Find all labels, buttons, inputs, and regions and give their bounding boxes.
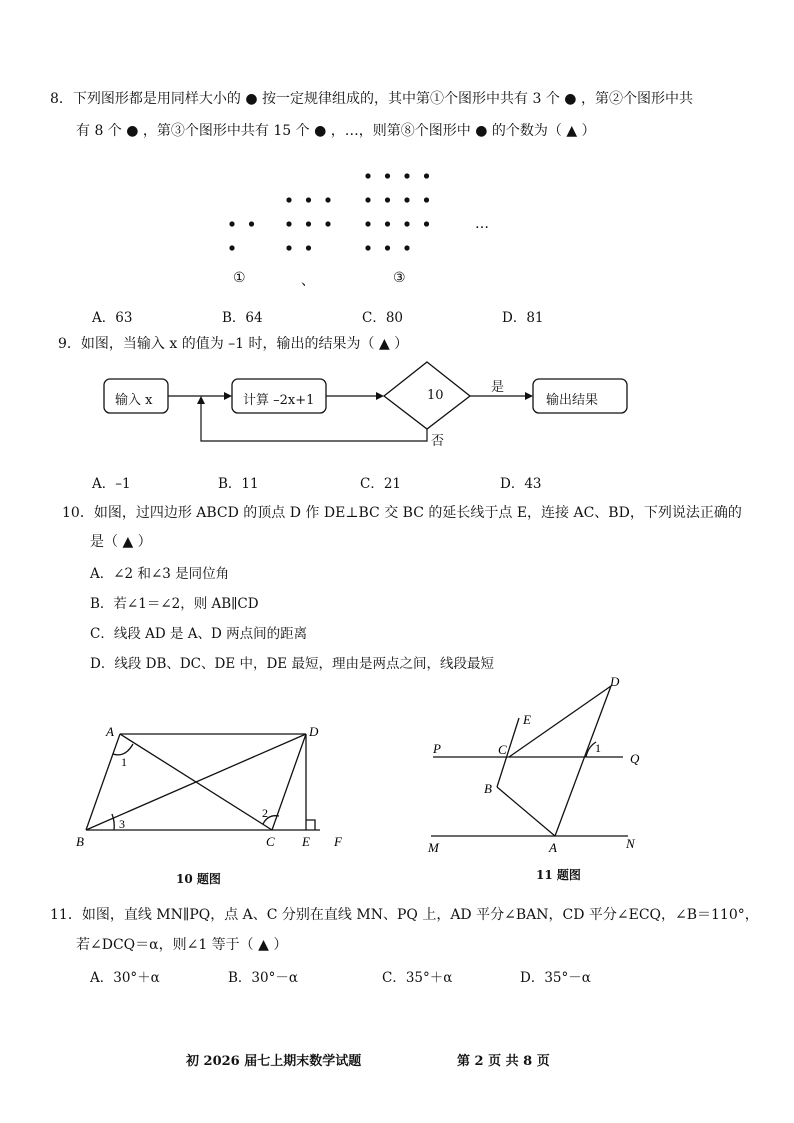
q11-point-a: A: [549, 840, 557, 855]
q11-point-c: C: [498, 742, 507, 757]
q10-angle-2: 2: [262, 806, 268, 820]
q9-stem: 9．如图，当输入 x 的值为 –1 时，输出的结果为（ ▲ ）: [58, 336, 409, 352]
q10-caption: 10 题图: [176, 872, 221, 886]
q11-point-b: B: [484, 781, 492, 796]
q9-output-box: 输出结果: [546, 393, 599, 408]
q11-point-p: P: [433, 741, 441, 756]
q11-angle-1: 1: [595, 741, 601, 755]
q8-fig-label-1: ①: [233, 270, 246, 286]
q8-option-b[interactable]: B．64: [222, 310, 263, 326]
q10-angle-3: 3: [119, 817, 125, 831]
q10-angle-1: 1: [121, 755, 127, 769]
q8-stem-line2: 有 8 个 ● ，第③个图形中共有 15 个 ● ，…，则第⑧个图形中 ● 的个数为（ ▲ ）: [76, 123, 596, 139]
q9-option-d[interactable]: D．43: [500, 476, 542, 492]
q11-stem-line2: 若∠DCQ＝α，则∠1 等于（ ▲ ）: [76, 937, 288, 953]
q10-point-f: F: [334, 834, 342, 849]
q10-point-d: D: [309, 724, 319, 739]
q9-option-c[interactable]: C．21: [360, 476, 402, 492]
q10-stem-line2: 是（ ▲ ）: [90, 534, 152, 550]
q11-point-q: Q: [630, 751, 640, 766]
q10-option-d[interactable]: D．线段 DB、DC、DE 中，DE 最短，理由是两点之间，线段最短: [90, 656, 494, 672]
q11-point-n: N: [626, 836, 635, 851]
q9-compute-box: 计算 –2x+1: [243, 393, 315, 408]
q9-option-a[interactable]: A．–1: [92, 476, 131, 492]
q8-option-d[interactable]: D．81: [502, 310, 544, 326]
q8-fig-label-3: ③: [393, 270, 406, 286]
q11-option-c[interactable]: C．35°＋α: [382, 970, 453, 986]
q10-point-e: E: [302, 834, 310, 849]
q11-option-a[interactable]: A．30°＋α: [90, 970, 160, 986]
footer-title: 初 2026 届七上期末数学试题: [186, 1054, 362, 1069]
footer-page-number: 第 2 页 共 8 页: [457, 1054, 550, 1069]
q8-option-a[interactable]: A．63: [92, 310, 133, 326]
q11-option-b[interactable]: B．30°－α: [228, 970, 298, 986]
q8-fig-label-2: 、: [301, 273, 315, 289]
q11-caption: 11 题图: [536, 868, 581, 882]
q10-point-a: A: [106, 724, 114, 739]
q8-stem-line1: 8．下列图形都是用同样大小的 ● 按一定规律组成的，其中第①个图形中共有 3 个 ● ，第②个图形中共: [50, 91, 693, 107]
q10-stem-line1: 10．如图，过四边形 ABCD 的顶点 D 作 DE⊥BC 交 BC 的延长线于点 E，连接 AC、BD，下列说法正确的: [62, 505, 742, 521]
q9-no-label: 否: [431, 434, 445, 449]
q10-point-b: B: [76, 834, 84, 849]
q11-point-m: M: [428, 840, 439, 855]
q9-option-b[interactable]: B．11: [218, 476, 259, 492]
q11-stem-line1: 11．如图，直线 MN∥PQ，点 A、C 分别在直线 MN、PQ 上，AD 平分∠BAN，CD 平分∠ECQ，∠B＝110°，: [50, 907, 759, 923]
q11-point-e: E: [523, 712, 531, 727]
q10-option-b[interactable]: B．若∠1＝∠2，则 AB∥CD: [90, 596, 259, 612]
q8-option-c[interactable]: C．80: [362, 310, 404, 326]
q10-point-c: C: [266, 834, 275, 849]
q9-input-box: 输入 x: [115, 393, 153, 408]
q8-ellipsis: …: [475, 216, 489, 232]
q9-yes-label: 是: [491, 380, 505, 395]
q9-diamond-text: 10: [427, 388, 444, 403]
q10-option-c[interactable]: C．线段 AD 是 A、D 两点间的距离: [90, 626, 308, 642]
q11-option-d[interactable]: D．35°－α: [520, 970, 591, 986]
q11-point-d: D: [610, 674, 620, 689]
q10-option-a[interactable]: A．∠2 和∠3 是同位角: [90, 566, 230, 582]
